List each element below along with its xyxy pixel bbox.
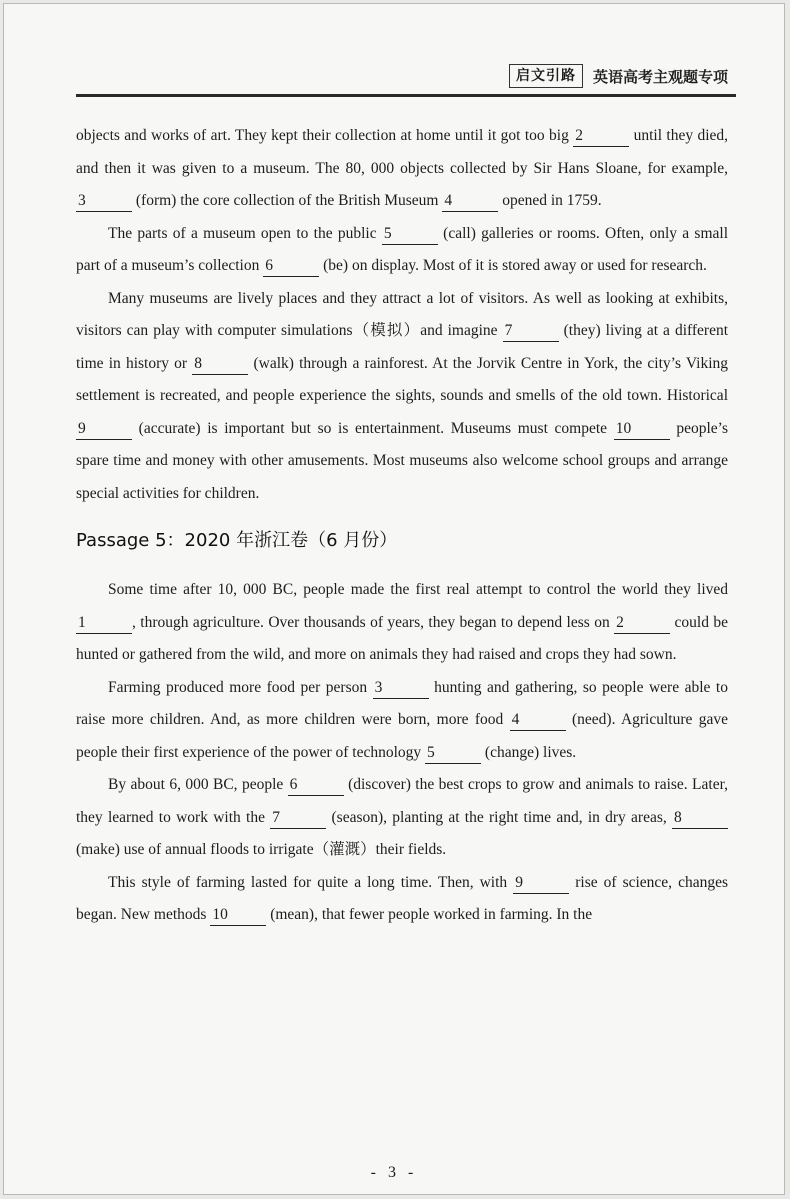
- blank-10: 10: [210, 905, 266, 926]
- text-run: (season), planting at the right time and, in dry areas,: [331, 808, 667, 826]
- text-run: (mean), that fewer people worked in farming. In the: [270, 906, 593, 923]
- text-run: hunting and gathering, so people were able to raise more children. And, as more children were born, more food: [76, 678, 728, 728]
- text-run: (call) galleries or rooms. Often, only a small part of a museum’s collection: [76, 224, 729, 274]
- page-number: - 3 -: [370, 1164, 418, 1181]
- blank-6: 6: [288, 775, 344, 796]
- text-run: Some time after 10, 000 BC, people made the first real attempt to control the world they lived: [108, 581, 728, 598]
- passage5-paragraph-4: [76, 867, 728, 932]
- brand-logo: 启文引路: [509, 64, 583, 88]
- text-run: The parts of a museum open to the public: [108, 224, 377, 242]
- passage4-paragraph-1: [76, 120, 728, 218]
- text-run: (accurate) is important but so is entertainment. Museums must compete: [138, 419, 608, 437]
- text-run: opened in 1759.: [502, 192, 602, 209]
- header-right: [509, 64, 728, 88]
- passage4-paragraph-2: [76, 218, 728, 283]
- text-run: could be hunted or gathered from the wild, and more on animals they had raised and crops they had sown.: [76, 613, 728, 663]
- blank-10: 10: [614, 419, 670, 440]
- page-content: [76, 120, 728, 932]
- text-run: (change) lives.: [484, 743, 577, 761]
- text-run: (make) use of annual floods to irrigate（灌溉）their fields.: [76, 841, 447, 858]
- blank-5: 5: [425, 743, 481, 764]
- passage5-title: Passage 5：2020 年浙江卷（6 月份）: [76, 530, 398, 551]
- blank-8: 8: [192, 354, 248, 375]
- blank-2: 2: [614, 613, 670, 634]
- text-run: This style of farming lasted for quite a long time. Then, with: [108, 873, 508, 891]
- blank-7: 7: [503, 321, 559, 342]
- text-run: Farming produced more food per person: [108, 678, 368, 696]
- blank-4: 4: [442, 191, 498, 212]
- text-run: (need). Agriculture gave people their first experience of the power of technology: [76, 711, 729, 761]
- blank-4: 4: [510, 710, 566, 731]
- page-header: [76, 58, 736, 97]
- text-run: By about 6, 000 BC, people: [108, 776, 284, 793]
- blank-5: 5: [382, 224, 438, 245]
- passage5-paragraph-2: [76, 672, 728, 770]
- blank-9: 9: [513, 873, 569, 894]
- text-run: (walk) through a rainforest. At the Jorvik Centre in York, the city’s Viking settlement is recreated, and people experience the sights, sounds and smells of the old town. Historical: [76, 354, 729, 404]
- series-title: 英语高考主观题专项: [592, 67, 728, 86]
- text-run: people’s spare time and money with other amusements. Most museums also welcome school groups and arrange special activities for children.: [76, 419, 728, 502]
- text-run: , through agriculture. Over thousands of years, they began to depend less on: [132, 613, 610, 631]
- text-run: (be) on display. Most of it is stored away or used for research.: [323, 257, 707, 274]
- text-run: until they died, and then it was given to a museum. The 80, 000 objects collected by Sir Hans Sloane, for example,: [76, 127, 729, 177]
- blank-1: 1: [76, 613, 132, 634]
- blank-7: 7: [270, 808, 326, 829]
- passage5-paragraph-3: [76, 769, 728, 867]
- blank-2: 2: [573, 126, 629, 147]
- blank-3: 3: [76, 191, 132, 212]
- blank-3: 3: [373, 678, 429, 699]
- text-run: (they) living at a different time in history or: [76, 322, 729, 372]
- text-run: (form) the core collection of the British Museum: [135, 192, 439, 209]
- document-page: [3, 3, 785, 1195]
- blank-6: 6: [263, 256, 319, 277]
- passage5-paragraph-1: [76, 574, 728, 672]
- passage4-paragraph-3: [76, 283, 728, 511]
- blank-8: 8: [672, 808, 728, 829]
- text-run: (discover) the best crops to grow and animals to raise. Later, they learned to work with the: [76, 776, 729, 826]
- blank-9: 9: [76, 419, 132, 440]
- text-run: Many museums are lively places and they attract a lot of visitors. As well as looking at exhibits, visitors can play with computer simulations（模拟）and imagine: [76, 289, 728, 339]
- text-run: objects and works of art. They kept their collection at home until it got too big: [76, 127, 569, 144]
- text-run: rise of science, changes began. New methods: [76, 873, 729, 923]
